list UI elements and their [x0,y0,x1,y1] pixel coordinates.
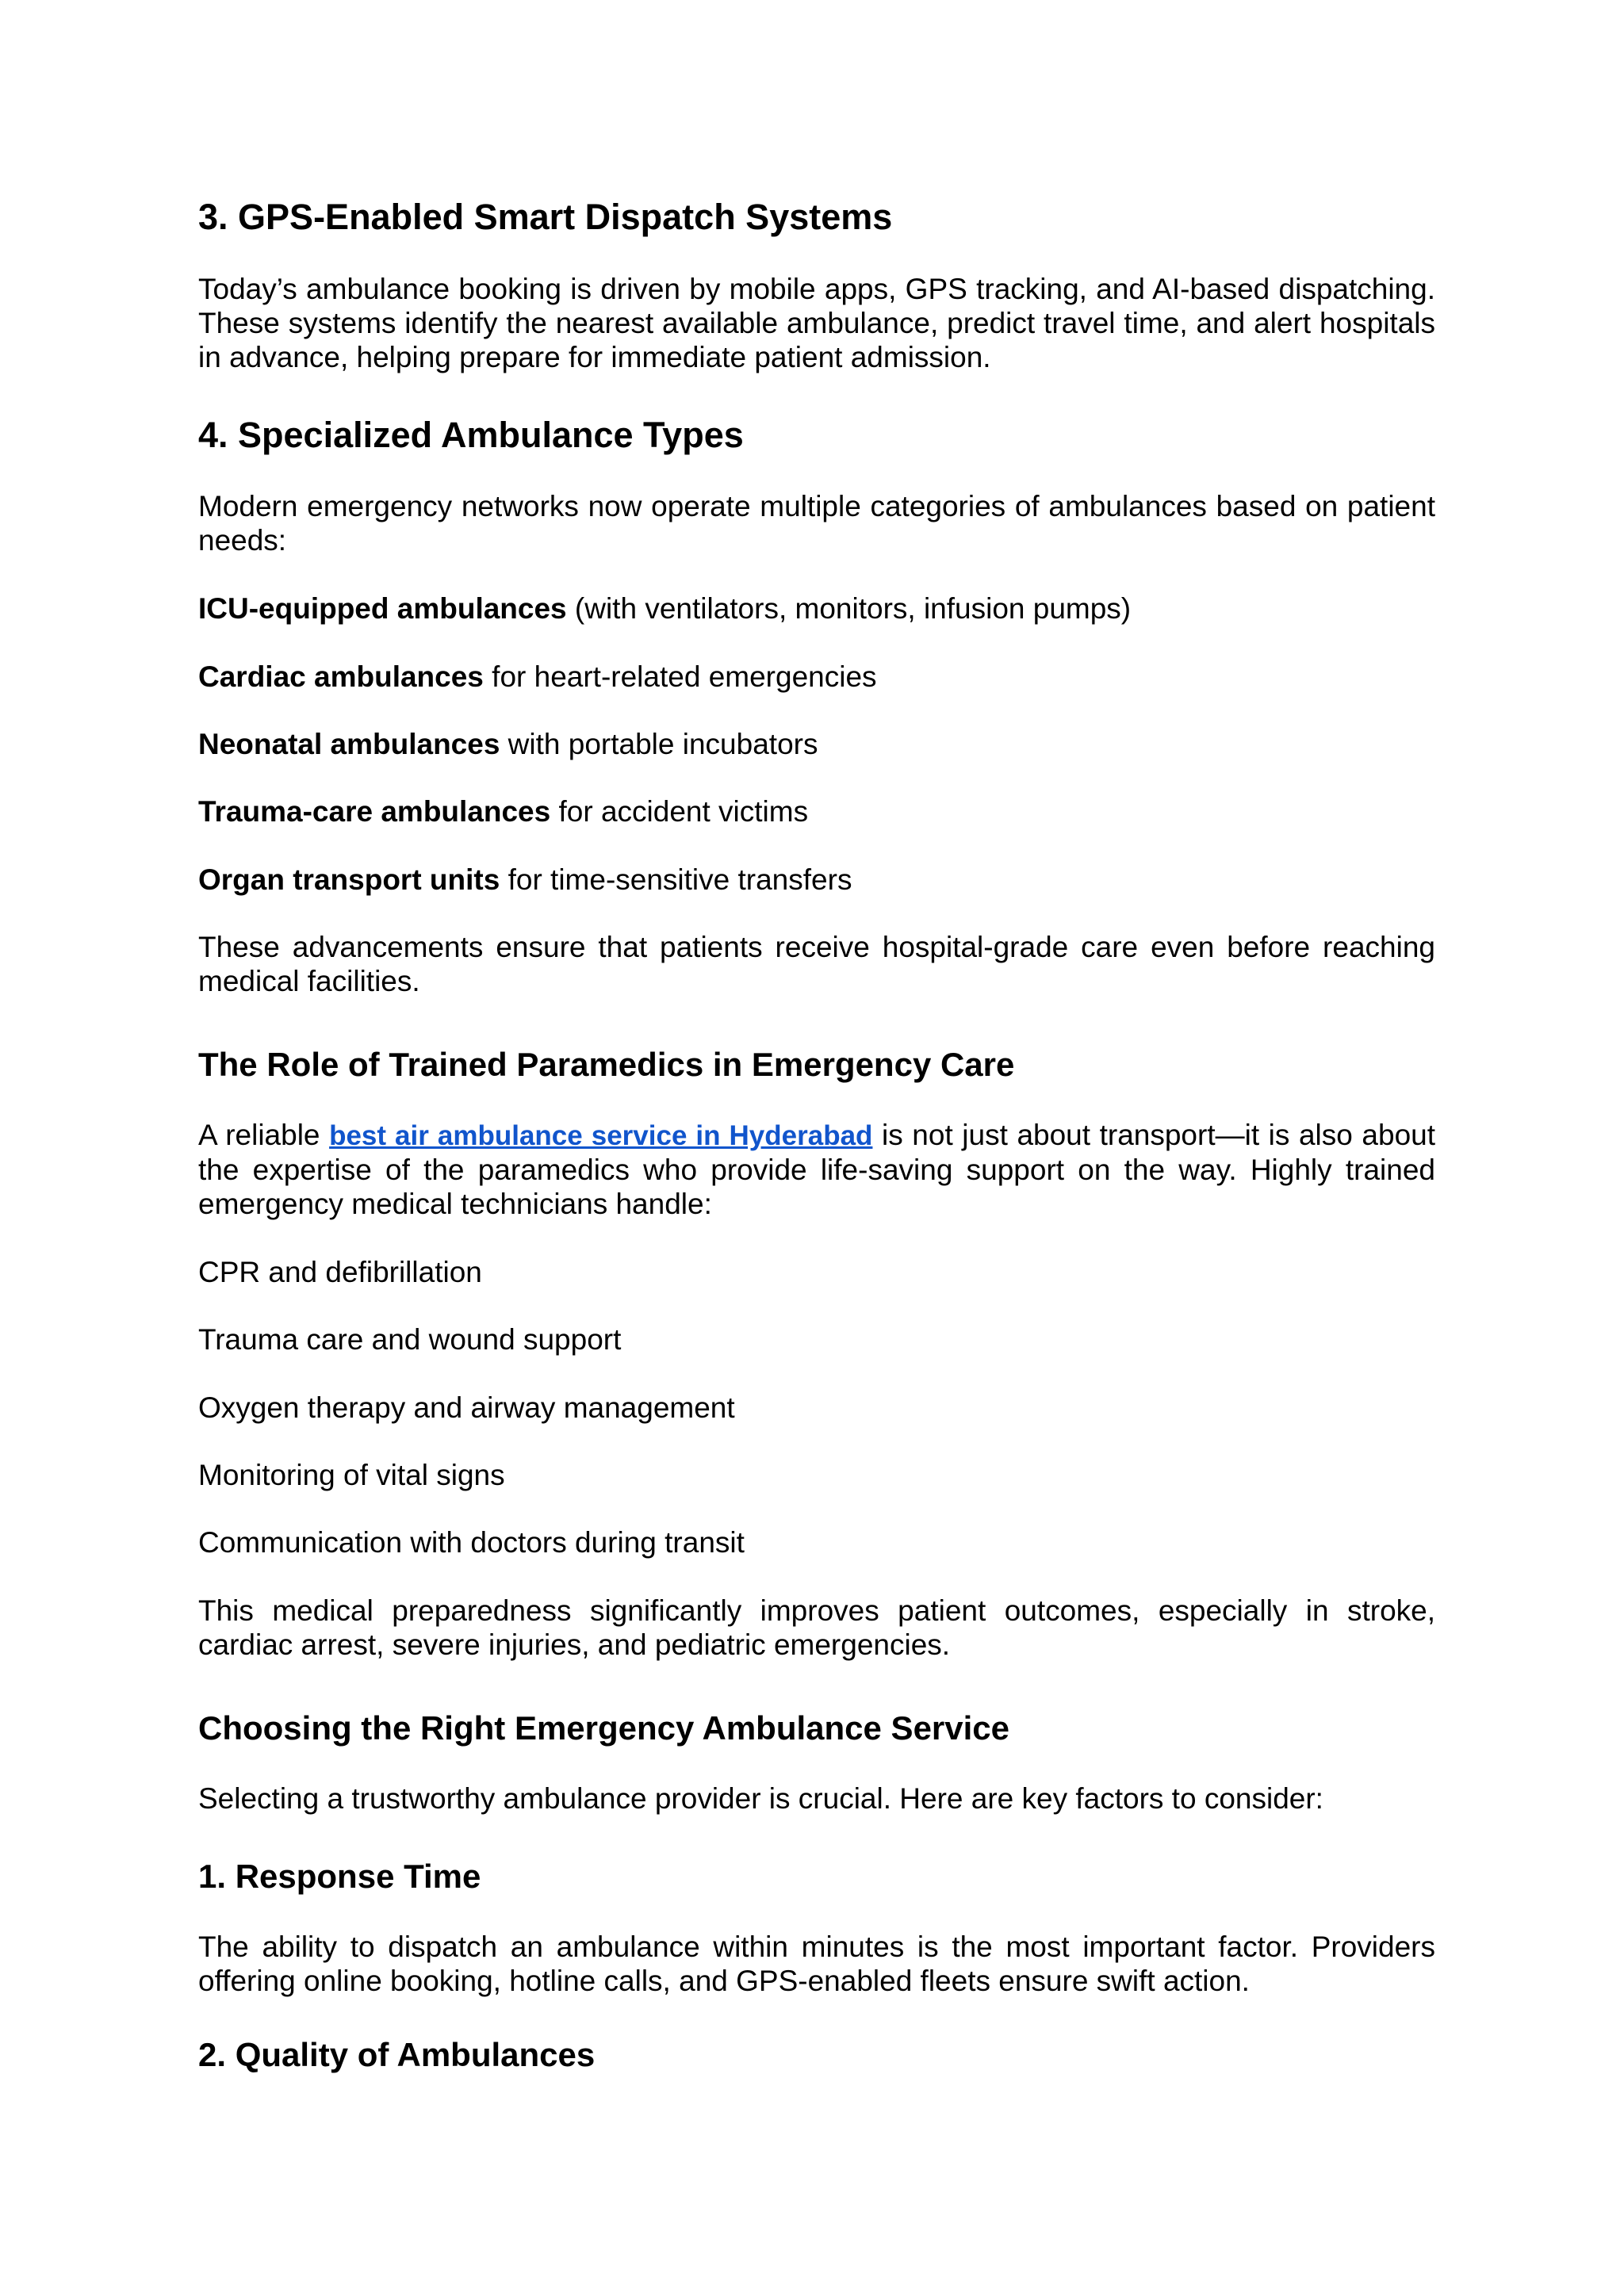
list-item: Communication with doctors during transit [198,1526,745,1559]
list-item [198,591,1131,626]
list-item-bold: ICU-equipped ambulances [198,592,567,625]
paragraph-specialized-intro: Modern emergency networks now operate multiple categories of ambulances based on patient needs: [198,490,1435,557]
list-item-text: for time-sensitive transfers [500,863,852,896]
list-item-bold: Trauma-care ambulances [198,795,551,828]
list-item [198,727,818,761]
list-item [198,863,852,897]
paragraph-text: A reliable [198,1119,330,1151]
list-item-bold: Neonatal ambulances [198,728,500,760]
list-item: Oxygen therapy and airway management [198,1391,735,1424]
paragraph-response-time: The ability to dispatch an ambulance within minutes is the most important factor. Providers offering online booking, hotline calls, and GPS-enabled fleets ensure swift action. [198,1931,1435,1997]
paragraph-text: is not just about transport—it is also about the expertise of the paramedics who provide life-saving support on the way. Highly trained emergency medical technicians handle: [198,1119,1435,1220]
paragraph-choosing-intro: Selecting a trustworthy ambulance provider is crucial. Here are key factors to consider: [198,1782,1323,1815]
list-item [198,660,877,694]
list-item-bold: Organ transport units [198,863,500,896]
heading-paramedics: The Role of Trained Paramedics in Emergency Care [198,1046,1015,1083]
paragraph-paramedics-outro: This medical preparedness significantly improves patient outcomes, especially in stroke, cardiac arrest, severe injuries, and pediatric emergencies. [198,1594,1435,1661]
list-item: CPR and defibrillation [198,1256,482,1288]
heading-quality-ambulances: 2. Quality of Ambulances [198,2036,596,2073]
heading-response-time: 1. Response Time [198,1858,481,1895]
list-item: Monitoring of vital signs [198,1459,505,1491]
list-item-text: (with ventilators, monitors, infusion pumps) [566,592,1132,625]
paragraph-gps-dispatch: Today’s ambulance booking is driven by mobile apps, GPS tracking, and AI-based dispatching. These systems identify the nearest available ambulance, predict travel time, and alert hospitals in advance, helping prepare for immediate patient admission. [198,273,1435,373]
air-ambulance-link[interactable]: best air ambulance service in Hyderabad [329,1120,873,1151]
paragraph-paramedics-intro [198,1118,1435,1221]
list-item-text: with portable incubators [500,728,818,760]
list-item-text: for heart-related emergencies [483,660,877,693]
paragraph-specialized-outro: These advancements ensure that patients receive hospital-grade care even before reaching medical facilities. [198,931,1435,997]
list-item [198,794,808,828]
list-item: Trauma care and wound support [198,1323,622,1356]
heading-specialized-types: 4. Specialized Ambulance Types [198,415,744,455]
heading-choosing-service: Choosing the Right Emergency Ambulance Service [198,1709,1010,1747]
list-item-text: for accident victims [550,795,809,828]
list-item-bold: Cardiac ambulances [198,660,484,693]
heading-gps-dispatch: 3. GPS-Enabled Smart Dispatch Systems [198,197,893,237]
